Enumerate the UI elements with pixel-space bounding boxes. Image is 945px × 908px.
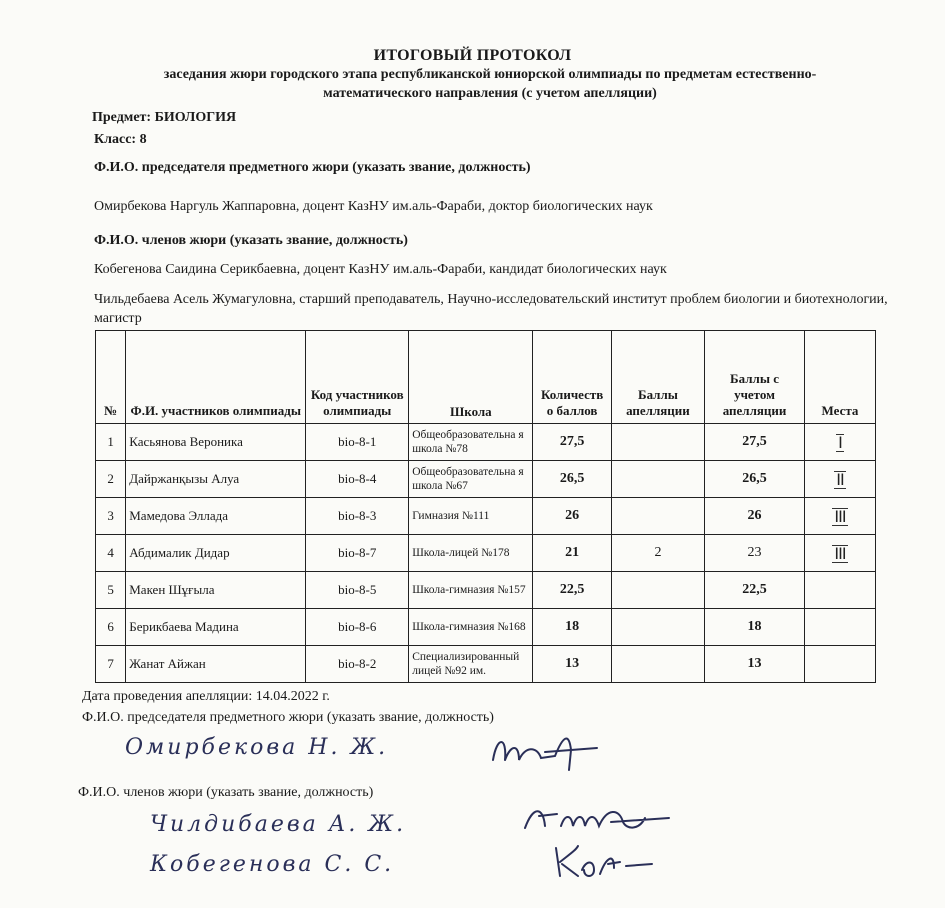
row-appeal — [611, 498, 704, 535]
row-final: 22,5 — [705, 572, 805, 609]
row-place — [804, 609, 875, 646]
row-name: Абдималик Дидар — [126, 535, 306, 572]
row-place — [804, 498, 875, 535]
member1-signature — [515, 800, 675, 840]
chair-heading: Ф.И.О. председателя предметного жюри (указать звание, должность) — [94, 160, 531, 175]
row-place — [804, 461, 875, 498]
header-name: Ф.И. участников олимпиады — [126, 331, 306, 424]
row-score: 26,5 — [533, 461, 611, 498]
row-num: 2 — [96, 461, 126, 498]
footer-chair-heading: Ф.И.О. председателя предметного жюри (указать звание, должность) — [82, 710, 494, 725]
row-code: bio-8-5 — [306, 572, 409, 609]
document-subtitle: заседания жюри городского этапа республиканской юниорской олимпиады по предметам естественно-математического направления (с учетом апелляции) — [163, 67, 817, 101]
row-final: 13 — [705, 646, 805, 683]
row-name: Мамедова Эллада — [126, 498, 306, 535]
row-school: Школа-гимназия №157 — [409, 572, 533, 609]
header-score: Количеств о баллов — [533, 331, 611, 424]
row-final: 18 — [705, 609, 805, 646]
chair-name: Омирбекова Наргуль Жаппаровна, доцент КазНУ им.аль-Фараби, доктор биологических наук — [94, 199, 653, 214]
document-title: ИТОГОВЫЙ ПРОТОКОЛ — [373, 47, 572, 64]
row-num: 5 — [96, 572, 126, 609]
row-place — [804, 646, 875, 683]
table-row — [96, 498, 876, 535]
row-appeal — [611, 461, 704, 498]
row-appeal — [611, 609, 704, 646]
row-code: bio-8-2 — [306, 646, 409, 683]
subject-line: Предмет: БИОЛОГИЯ — [92, 110, 237, 125]
row-code: bio-8-7 — [306, 535, 409, 572]
table-header-row — [96, 331, 876, 424]
member2-signature — [548, 840, 658, 885]
footer-members-heading: Ф.И.О. членов жюри (указать звание, должность) — [78, 785, 374, 800]
row-appeal — [611, 424, 704, 461]
table-row — [96, 461, 876, 498]
row-score: 26 — [533, 498, 611, 535]
table-row — [96, 572, 876, 609]
row-num: 7 — [96, 646, 126, 683]
results-table — [95, 330, 876, 683]
row-code: bio-8-3 — [306, 498, 409, 535]
row-code: bio-8-4 — [306, 461, 409, 498]
row-appeal — [611, 646, 704, 683]
row-final: 23 — [705, 535, 805, 572]
member1-handwritten-name: Чилдибаева А. Ж. — [150, 812, 407, 837]
header-appeal: Баллы апелляции — [611, 331, 704, 424]
row-num: 4 — [96, 535, 126, 572]
row-name: Дайржанқызы Алуа — [126, 461, 306, 498]
row-code: bio-8-1 — [306, 424, 409, 461]
row-final: 26 — [705, 498, 805, 535]
header-code: Код участников олимпиады — [306, 331, 409, 424]
appeal-date: Дата проведения апелляции: 14.04.2022 г. — [82, 689, 330, 704]
row-school: Гимназия №111 — [409, 498, 533, 535]
row-score: 22,5 — [533, 572, 611, 609]
row-appeal — [611, 572, 704, 609]
row-school: Общеобразовательна я школа №78 — [409, 424, 533, 461]
member-2: Чильдебаева Асель Жумагуловна, старший преподаватель, Научно-исследовательский институт проблем биологии и биотехнологии, магистр — [94, 292, 888, 326]
table-row — [96, 609, 876, 646]
row-name: Макен Шұғыла — [126, 572, 306, 609]
place-mark: III — [834, 543, 846, 563]
row-name: Берикбаева Мадина — [126, 609, 306, 646]
row-score: 21 — [533, 535, 611, 572]
chair-handwritten-name: Омирбекова Н. Ж. — [125, 735, 389, 760]
table-row — [96, 424, 876, 461]
row-school: Общеобразовательна я школа №67 — [409, 461, 533, 498]
row-place — [804, 572, 875, 609]
header-num: № — [96, 331, 126, 424]
row-place — [804, 424, 875, 461]
chair-signature — [485, 726, 605, 776]
row-final: 26,5 — [705, 461, 805, 498]
row-final: 27,5 — [705, 424, 805, 461]
row-name: Жанат Айжан — [126, 646, 306, 683]
place-mark: III — [834, 506, 846, 526]
row-num: 6 — [96, 609, 126, 646]
row-name: Касьянова Вероника — [126, 424, 306, 461]
header-school: Школа — [409, 331, 533, 424]
member2-handwritten-name: Кобегенова С. С. — [150, 852, 395, 877]
place-mark: II — [836, 469, 844, 489]
row-score: 27,5 — [533, 424, 611, 461]
row-num: 1 — [96, 424, 126, 461]
row-school: Школа-лицей №178 — [409, 535, 533, 572]
row-school: Школа-гимназия №168 — [409, 609, 533, 646]
row-appeal: 2 — [611, 535, 704, 572]
place-mark: I — [838, 432, 842, 452]
table-row — [96, 535, 876, 572]
row-score: 18 — [533, 609, 611, 646]
row-score: 13 — [533, 646, 611, 683]
members-heading: Ф.И.О. членов жюри (указать звание, должность) — [94, 233, 408, 248]
row-num: 3 — [96, 498, 126, 535]
header-final: Баллы с учетом апелляции — [705, 331, 805, 424]
row-place — [804, 535, 875, 572]
table-row — [96, 646, 876, 683]
header-place: Места — [804, 331, 875, 424]
member-1: Кобегенова Саидина Серикбаевна, доцент КазНУ им.аль-Фараби, кандидат биологических наук — [94, 262, 667, 277]
grade-line: Класс: 8 — [94, 132, 147, 147]
row-code: bio-8-6 — [306, 609, 409, 646]
row-school: Специализированный лицей №92 им. — [409, 646, 533, 683]
